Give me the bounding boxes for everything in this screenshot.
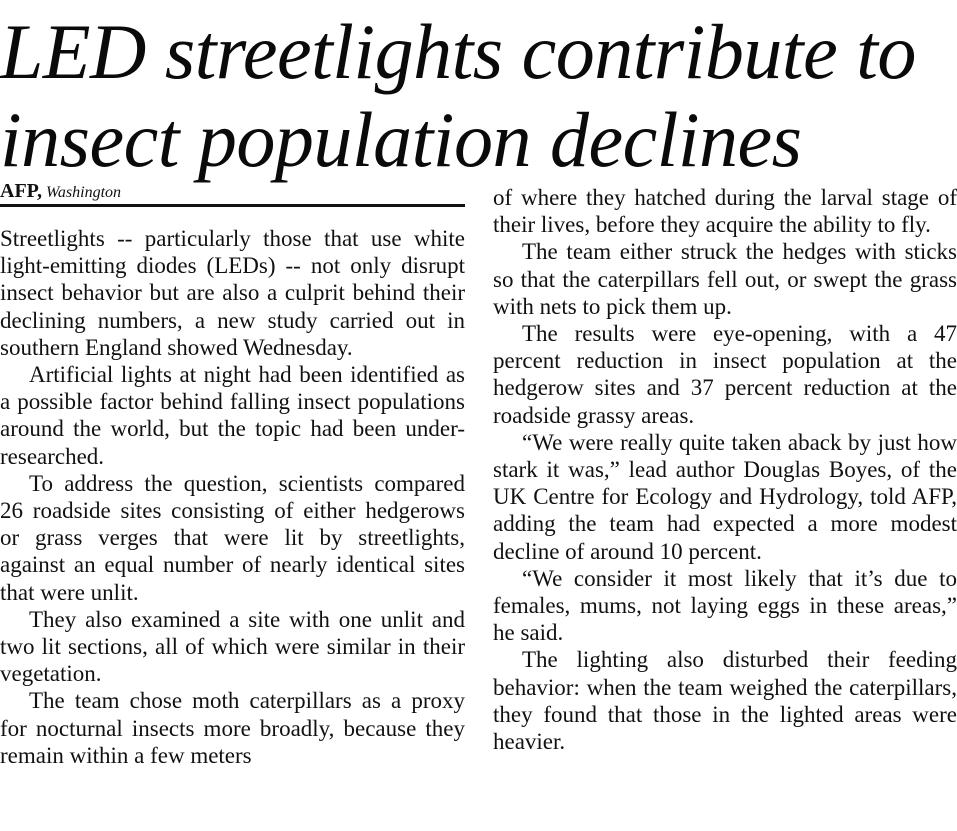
paragraph: To address the question, scientists compared 26 roadside sites consisting of either hedgerows or grass verges that were lit by streetlights, against an equal number of nearly identical sites that were unlit. xyxy=(0,470,465,605)
paragraph-continued: of where they hatched during the larval stage of their lives, before they acquire the ability to fly. xyxy=(493,185,957,238)
article-column-right xyxy=(493,184,957,755)
headline: LED streetlights contribute to insect population declines xyxy=(0,8,916,183)
byline-agency: AFP, xyxy=(0,180,43,202)
paragraph: The lighting also disturbed their feeding behavior: when the team weighed the caterpillars, they found that those in the lighted areas were heavier. xyxy=(493,647,957,755)
paragraph: The team either struck the hedges with sticks so that the caterpillars fell out, or swept the grass with nets to pick them up. xyxy=(493,239,957,319)
paragraph: The results were eye-opening, with a 47 percent reduction in insect population at the hedgerow sites and 37 percent reduction at the roadside grassy areas. xyxy=(493,321,957,428)
paragraph: Artificial lights at night had been identified as a possible factor behind falling insect populations around the world, but the topic had been under-researched. xyxy=(0,362,465,469)
paragraph: The team chose moth caterpillars as a proxy for nocturnal insects more broadly, because they remain within a few meters xyxy=(0,688,465,768)
article-column-left xyxy=(0,225,465,769)
paragraph: “We consider it most likely that it’s due to females, mums, not laying eggs in these areas,” he said. xyxy=(493,565,957,646)
paragraph: “We were really quite taken aback by just how stark it was,” lead author Douglas Boyes, of the UK Centre for Ecology and Hydrology, told AFP, adding the team had expected a more modest decline of around 10 percent. xyxy=(493,429,957,564)
byline-dateline: Washington xyxy=(46,184,122,201)
paragraph: They also examined a site with one unlit and two lit sections, all of which were similar in their vegetation. xyxy=(0,606,465,687)
paragraph: Streetlights -- particularly those that use white light-emitting diodes (LEDs) -- not only disrupt insect behavior but are also a culprit behind their declining numbers, a new study carried out in southern England showed Wednesday. xyxy=(0,226,465,360)
byline xyxy=(0,178,465,207)
